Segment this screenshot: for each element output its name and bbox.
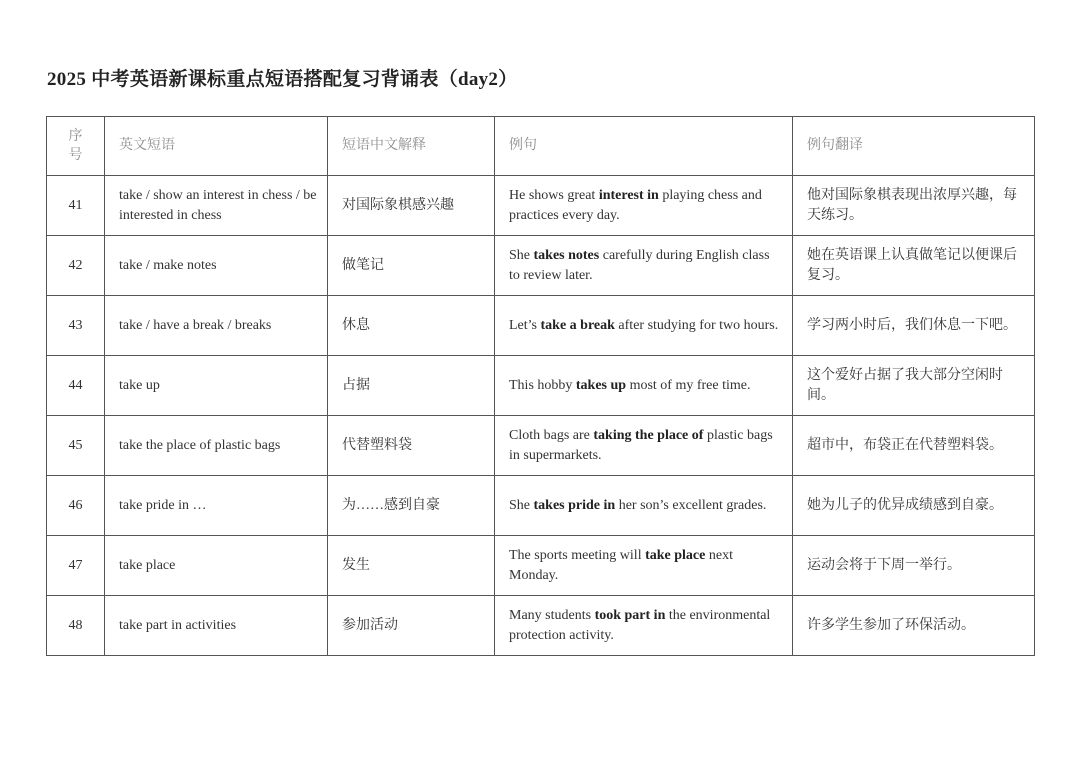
meaning-cell: 对国际象棋感兴趣 bbox=[328, 176, 495, 236]
table-row bbox=[47, 176, 1035, 236]
translation-cell: 许多学生参加了环保活动。 bbox=[793, 596, 1035, 656]
phrase-cell: take up bbox=[105, 356, 328, 416]
phrase-cell: take the place of plastic bags bbox=[105, 416, 328, 476]
header-phrase: 英文短语 bbox=[105, 117, 328, 176]
translation-cell: 学习两小时后，我们休息一下吧。 bbox=[793, 296, 1035, 356]
meaning-cell: 参加活动 bbox=[328, 596, 495, 656]
header-row bbox=[47, 117, 1035, 176]
example-cell: This hobby takes up most of my free time. bbox=[495, 356, 793, 416]
table-row bbox=[47, 476, 1035, 536]
example-cell: She takes notes carefully during English class to review later. bbox=[495, 236, 793, 296]
example-cell: He shows great interest in playing chess and practices every day. bbox=[495, 176, 793, 236]
key-phrase: interest in bbox=[598, 187, 659, 203]
phrase-cell: take / show an interest in chess / be interested in chess bbox=[105, 176, 328, 236]
row-number: 41 bbox=[47, 176, 105, 236]
key-phrase: takes up bbox=[575, 377, 627, 393]
table-row bbox=[47, 236, 1035, 296]
row-number: 42 bbox=[47, 236, 105, 296]
meaning-cell: 占据 bbox=[328, 356, 495, 416]
phrase-cell: take place bbox=[105, 536, 328, 596]
key-phrase: take a break bbox=[540, 317, 615, 333]
phrase-table bbox=[46, 116, 1035, 656]
table-row bbox=[47, 416, 1035, 476]
translation-cell: 他对国际象棋表现出浓厚兴趣，每天练习。 bbox=[793, 176, 1035, 236]
translation-cell: 她在英语课上认真做笔记以便课后复习。 bbox=[793, 236, 1035, 296]
example-cell: She takes pride in her son’s excellent grades. bbox=[495, 476, 793, 536]
meaning-cell: 为……感到自豪 bbox=[328, 476, 495, 536]
row-number: 45 bbox=[47, 416, 105, 476]
translation-cell: 超市中，布袋正在代替塑料袋。 bbox=[793, 416, 1035, 476]
phrase-cell: take / make notes bbox=[105, 236, 328, 296]
translation-cell: 这个爱好占据了我大部分空闲时间。 bbox=[793, 356, 1035, 416]
row-number: 44 bbox=[47, 356, 105, 416]
example-cell: Cloth bags are taking the place of plastic bags in supermarkets. bbox=[495, 416, 793, 476]
row-number: 47 bbox=[47, 536, 105, 596]
header-no: 序号 bbox=[47, 117, 105, 176]
meaning-cell: 做笔记 bbox=[328, 236, 495, 296]
meaning-cell: 发生 bbox=[328, 536, 495, 596]
page-title: 2025 中考英语新课标重点短语搭配复习背诵表（day2） bbox=[47, 69, 518, 90]
key-phrase: taking the place of bbox=[593, 427, 704, 443]
key-phrase: take place bbox=[645, 547, 706, 563]
table-body bbox=[47, 176, 1035, 656]
table-row bbox=[47, 356, 1035, 416]
row-number: 46 bbox=[47, 476, 105, 536]
row-number: 48 bbox=[47, 596, 105, 656]
phrase-cell: take pride in … bbox=[105, 476, 328, 536]
key-phrase: took part in bbox=[594, 607, 666, 623]
key-phrase: takes notes bbox=[533, 247, 600, 263]
table-row bbox=[47, 536, 1035, 596]
translation-cell: 她为儿子的优异成绩感到自豪。 bbox=[793, 476, 1035, 536]
meaning-cell: 休息 bbox=[328, 296, 495, 356]
example-cell: Many students took part in the environmental protection activity. bbox=[495, 596, 793, 656]
phrase-cell: take part in activities bbox=[105, 596, 328, 656]
phrase-cell: take / have a break / breaks bbox=[105, 296, 328, 356]
key-phrase: takes pride in bbox=[533, 497, 616, 513]
header-meaning: 短语中文解释 bbox=[328, 117, 495, 176]
header-translation: 例句翻译 bbox=[793, 117, 1035, 176]
example-cell: Let’s take a break after studying for two hours. bbox=[495, 296, 793, 356]
example-cell: The sports meeting will take place next Monday. bbox=[495, 536, 793, 596]
header-example: 例句 bbox=[495, 117, 793, 176]
translation-cell: 运动会将于下周一举行。 bbox=[793, 536, 1035, 596]
meaning-cell: 代替塑料袋 bbox=[328, 416, 495, 476]
table-row bbox=[47, 596, 1035, 656]
row-number: 43 bbox=[47, 296, 105, 356]
table-row bbox=[47, 296, 1035, 356]
